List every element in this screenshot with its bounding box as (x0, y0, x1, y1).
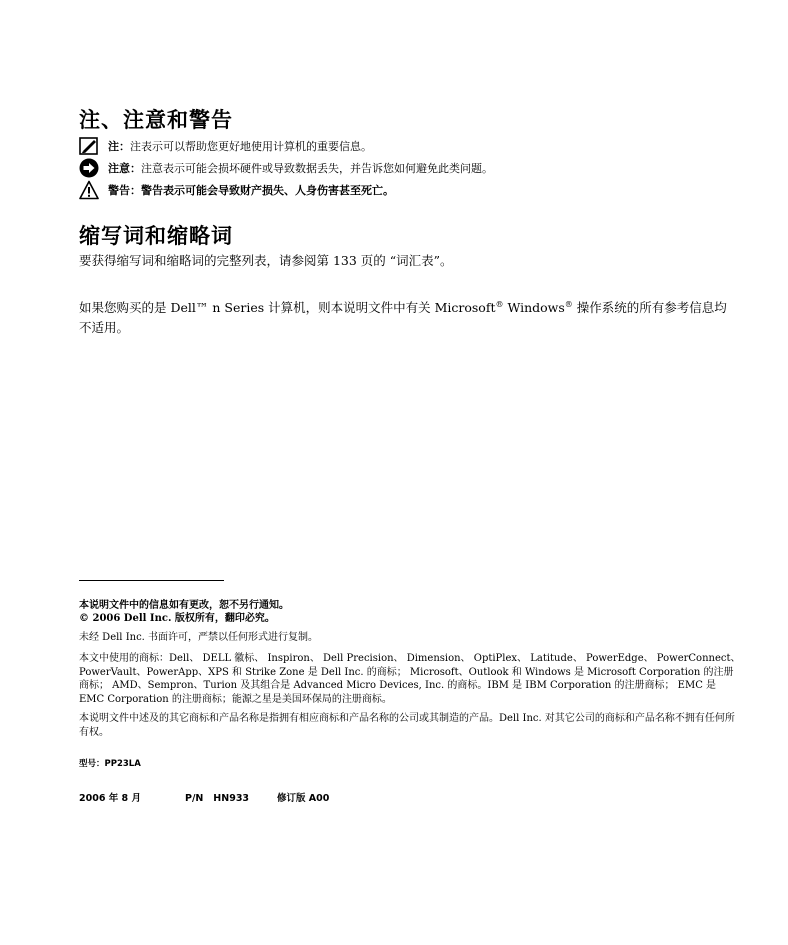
n-series-text-1: 如果您购买的是 Dell™ n Series 计算机，则本说明文件中有关 Microsoft (79, 300, 496, 315)
revision-date: 2006 年 8 月 (79, 793, 141, 804)
abbreviations-text: 要获得缩写词和缩略词的完整列表，请参阅第 133 页的 “词汇表”。 (79, 253, 453, 268)
pencil-note-icon (79, 136, 99, 156)
note-row (79, 136, 372, 156)
registered-mark-windows: ® (564, 299, 573, 309)
note-text: 注表示可以帮助您更好地使用计算机的重要信息。 (130, 140, 372, 153)
notice-label: 注意： (108, 162, 141, 175)
notice-text: 注意表示可能会损坏硬件或导致数据丢失，并告诉您如何避免此类问题。 (141, 162, 493, 175)
legal-copyright: © 2006 Dell Inc. 版权所有，翻印必究。 (79, 613, 275, 624)
footnote-divider (79, 580, 224, 581)
revision-version: 修订版 A00 (277, 793, 330, 804)
n-series-text-2: 操作系统的所有参考信息均不适用。 (79, 300, 727, 335)
model-number: 型号：PP23LA (79, 759, 141, 769)
arrow-notice-icon (79, 158, 99, 178)
warning-label: 警告： (108, 184, 141, 197)
legal-change-notice: 本说明文件中的信息如有更改，恕不另行通知。 (79, 600, 289, 611)
n-series-text-windows: Windows (503, 300, 565, 315)
abbreviations-heading: 缩写词和缩略词 (79, 224, 233, 248)
legal-trademarks: 本文中使用的商标：Dell、 DELL 徽标、 Inspiron、 Dell Precision、 Dimension、 OptiPlex、 Latitude、 PowerEdge、 PowerConnect、PowerVault、PowerApp、XPS 和 Strike Zone 是 Dell Inc. 的商标； Microsoft、Outlook 和 Windows 是 Microsoft Corporation 的注册商标； AMD、Sempron、Turion 及其组合是 Advanced Micro Devices, Inc. 的商标。IBM 是 IBM Corporation 的注册商标； EMC 是 EMC Corporation 的注册商标；能源之星是美国环保局的注册商标。 (79, 653, 741, 705)
legal-reproduction: 未经 Dell Inc. 书面许可，严禁以任何形式进行复制。 (79, 632, 319, 643)
warning-text: 警告表示可能会导致财产损失、人身伤害甚至死亡。 (141, 184, 394, 197)
notes-heading: 注、注意和警告 (79, 108, 233, 132)
n-series-notice (79, 298, 739, 338)
registered-mark-microsoft: ® (495, 299, 504, 309)
notice-row (79, 158, 493, 178)
warning-row (79, 180, 394, 200)
part-number: P/N HN933 (185, 793, 250, 804)
note-label: 注： (108, 140, 130, 153)
revision-line (79, 790, 329, 804)
legal-other-trademarks: 本说明文件中述及的其它商标和产品名称是指拥有相应商标和产品名称的公司或其制造的产品。Dell Inc. 对其它公司的商标和产品名称不拥有任何所有权。 (79, 713, 735, 738)
warning-triangle-icon (79, 180, 99, 200)
